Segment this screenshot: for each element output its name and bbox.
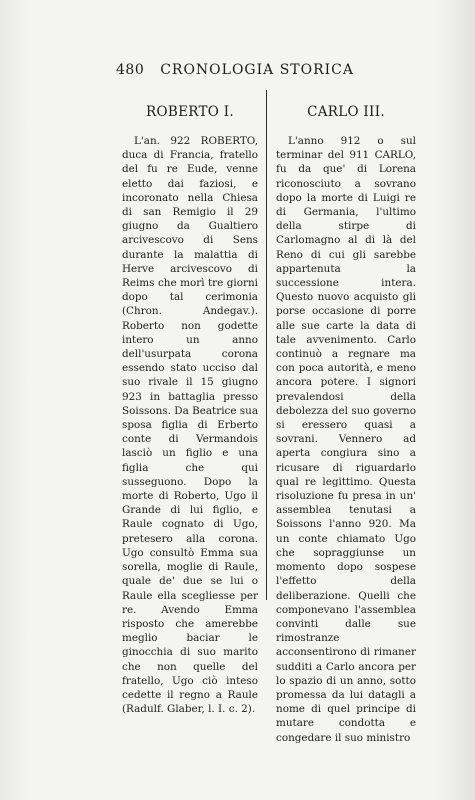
page-number: 480 [116, 62, 145, 78]
right-column-title: CARLO III. [307, 104, 385, 120]
column-divider [266, 90, 267, 600]
left-column-text: L'an. 922 ROBERTO, duca di Francia, fratello del fu re Eude, venne eletto dai faziosi, e incoronato nella Chiesa di san Remigio il 29 giugno da Gualtiero arcivescovo di Sens durante la malattia di Herve arcivescovo di Reims che morì tre giorni dopo tal cerimonia (Chron. Andegav.). Roberto non godette intero un anno dell'usurpata corona essendo stato ucciso dal suo rivale il 15 giugno 923 in battaglia presso Soissons. Da Beatrice sua sposa figlia di Erberto conte di Vermandois lasciò un figlio e una figlia che qui susseguono. Dopo la morte di Roberto, Ugo il Grande di lui figlio, e Raule cognato di Ugo, pretesero alla corona. Ugo consultò Emma sua sorella, moglie di Raule, quale de' due se lui o Raule ella scegliesse per re. Avendo Emma risposto che amerebbe meglio baciar le ginocchia di suo marito che non quelle del fratello, Ugo ciò inteso cedette il regno a Raule (Radulf. Glaber, l. I. c. 2). [122, 135, 259, 716]
right-column [276, 104, 416, 745]
left-column-title: ROBERTO I. [146, 104, 234, 120]
page-header [116, 62, 354, 82]
right-column-text: L'anno 912 o sul terminar del 911 CARLO, fu da que' di Lorena riconosciuto a sovrano dopo la morte di Luigi re di Germania, l'ultimo della stirpe di Carlomagno al di là del Reno di cui gli sarebbe appartenuta la successione intera. Questo nuovo acquisto gli porse occasione di porre alle sue carte la data di tale avvenimento. Carlo continuò a regnare ma con poca autorità, e meno ancora potere. I signori prevalendosi della debolezza del suo governo si eressero quasi a sovrani. Vennero ad aperta congiura sino a ricusare di riguardarlo qual re legittimo. Questa risoluzione fu presa in un' assemblea tenutasi a Soissons l'anno 920. Ma un conte chiamato Ugo che sopraggiunse un momento dopo sospese l'effetto della deliberazione. Quelli che componevano l'assemblea convinti dalle sue rimostranze acconsentirono di rimaner sudditi a Carlo ancora per lo spazio di un anno, sotto promessa da lui datagli a nome di quel principe di mutare condotta e congedare il suo ministro [276, 135, 416, 744]
running-title: CRONOLOGIA STORICA [160, 62, 354, 78]
left-column [122, 104, 258, 716]
